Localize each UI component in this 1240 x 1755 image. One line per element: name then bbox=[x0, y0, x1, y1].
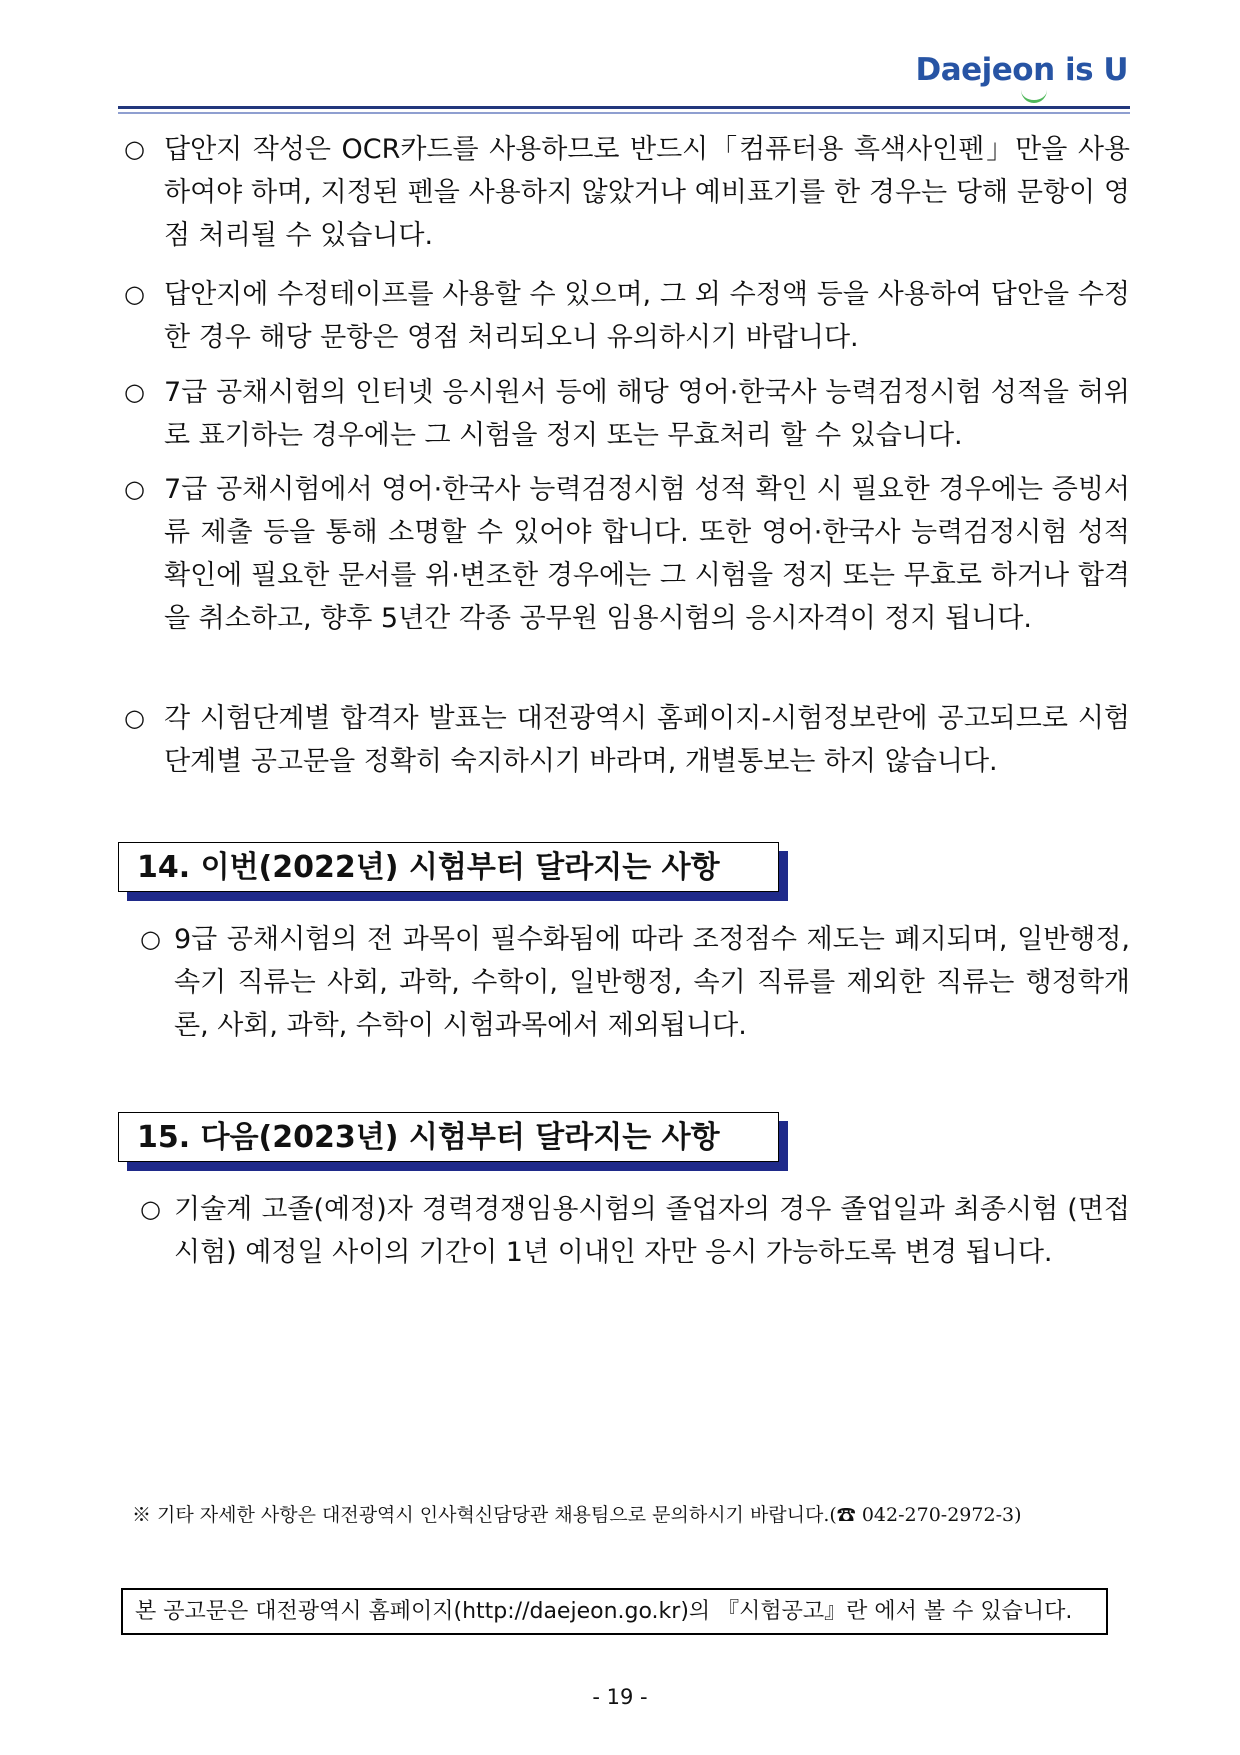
bullet-text: 각 시험단계별 합격자 발표는 대전광역시 홈페이지-시험정보란에 공고되므로 시험 단계별 공고문을 정확히 숙지하시기 바라며, 개별통보는 하지 않습니다. bbox=[164, 703, 1130, 777]
section-14-heading bbox=[118, 842, 779, 892]
bullet-marker: ○ bbox=[140, 1195, 161, 1223]
header-rule bbox=[118, 106, 1130, 109]
section-15-heading bbox=[118, 1112, 779, 1162]
notice-text: 본 공고문은 대전광역시 홈페이지(http://daejeon.go.kr)의 『시험공고』란 에서 볼 수 있습니다. bbox=[135, 1599, 1073, 1624]
notice-box bbox=[121, 1588, 1108, 1635]
page-number: - 19 - bbox=[592, 1685, 648, 1709]
section-14-title: 14. 이번(2022년) 시험부터 달라지는 사항 bbox=[137, 850, 720, 885]
bullet-text: 답안지 작성은 OCR카드를 사용하므로 반드시「컴퓨터용 흑색사인펜」만을 사용하여야 하며, 지정된 펜을 사용하지 않았거나 예비표기를 한 경우는 당해 문항이 영점 처리될 수 있습니다. bbox=[164, 134, 1130, 251]
bullet-section-14 bbox=[140, 918, 1130, 1048]
bullet-false-score bbox=[124, 371, 1130, 457]
header-rule-light bbox=[118, 112, 1130, 114]
bullet-text: 답안지에 수정테이프를 사용할 수 있으며, 그 외 수정액 등을 사용하여 답안을 수정한 경우 해당 문항은 영점 처리되오니 유의하시기 바랍니다. bbox=[164, 279, 1130, 353]
bullet-marker: ○ bbox=[124, 135, 145, 163]
bullet-text: 기술계 고졸(예정)자 경력경쟁임용시험의 졸업자의 경우 졸업일과 최종시험 (면접시험) 예정일 사이의 기간이 1년 이내인 자만 응시 가능하도록 변경 됩니다. bbox=[174, 1194, 1130, 1268]
contact-footnote: ※ 기타 자세한 사항은 대전광역시 인사혁신담당관 채용팀으로 문의하시기 바랍니다.(☎ 042-270-2972-3) bbox=[132, 1504, 1022, 1526]
bullet-marker: ○ bbox=[124, 378, 145, 406]
bullet-marker: ○ bbox=[124, 704, 145, 732]
bullet-result-announcement bbox=[124, 697, 1130, 783]
bullet-ocr-card bbox=[124, 128, 1130, 258]
daejeon-logo bbox=[915, 52, 1128, 88]
logo-smile-icon bbox=[1021, 89, 1047, 103]
logo-text: Daejeon is U bbox=[915, 52, 1128, 88]
bullet-text: 9급 공채시험의 전 과목이 필수화됨에 따라 조정점수 제도는 폐지되며, 일반행정, 속기 직류는 사회, 과학, 수학이, 일반행정, 속기 직류를 제외한 직류는 행정학개론, 사회, 과학, 수학이 시험과목에서 제외됩니다. bbox=[174, 924, 1130, 1041]
bullet-score-verification bbox=[124, 468, 1130, 684]
bullet-correction-tape bbox=[124, 273, 1130, 359]
section-15-title: 15. 다음(2023년) 시험부터 달라지는 사항 bbox=[137, 1120, 720, 1155]
bullet-text: 7급 공채시험의 인터넷 응시원서 등에 해당 영어·한국사 능력검정시험 성적을 허위로 표기하는 경우에는 그 시험을 정지 또는 무효처리 할 수 있습니다. bbox=[164, 377, 1130, 451]
bullet-marker: ○ bbox=[124, 280, 145, 308]
bullet-text: 7급 공채시험에서 영어·한국사 능력검정시험 성적 확인 시 필요한 경우에는 증빙서류 제출 등을 통해 소명할 수 있어야 합니다. 또한 영어·한국사 능력검정시험 성적 확인에 필요한 문서를 위·변조한 경우에는 그 시험을 정지 또는 무효로 하거나 합격을 취소하고, 향후 5년간 각종 공무원 임용시험의 응시자격이 정지 됩니다. bbox=[164, 474, 1130, 634]
bullet-marker: ○ bbox=[140, 925, 161, 953]
bullet-marker: ○ bbox=[124, 475, 145, 503]
bullet-section-15 bbox=[140, 1188, 1130, 1318]
